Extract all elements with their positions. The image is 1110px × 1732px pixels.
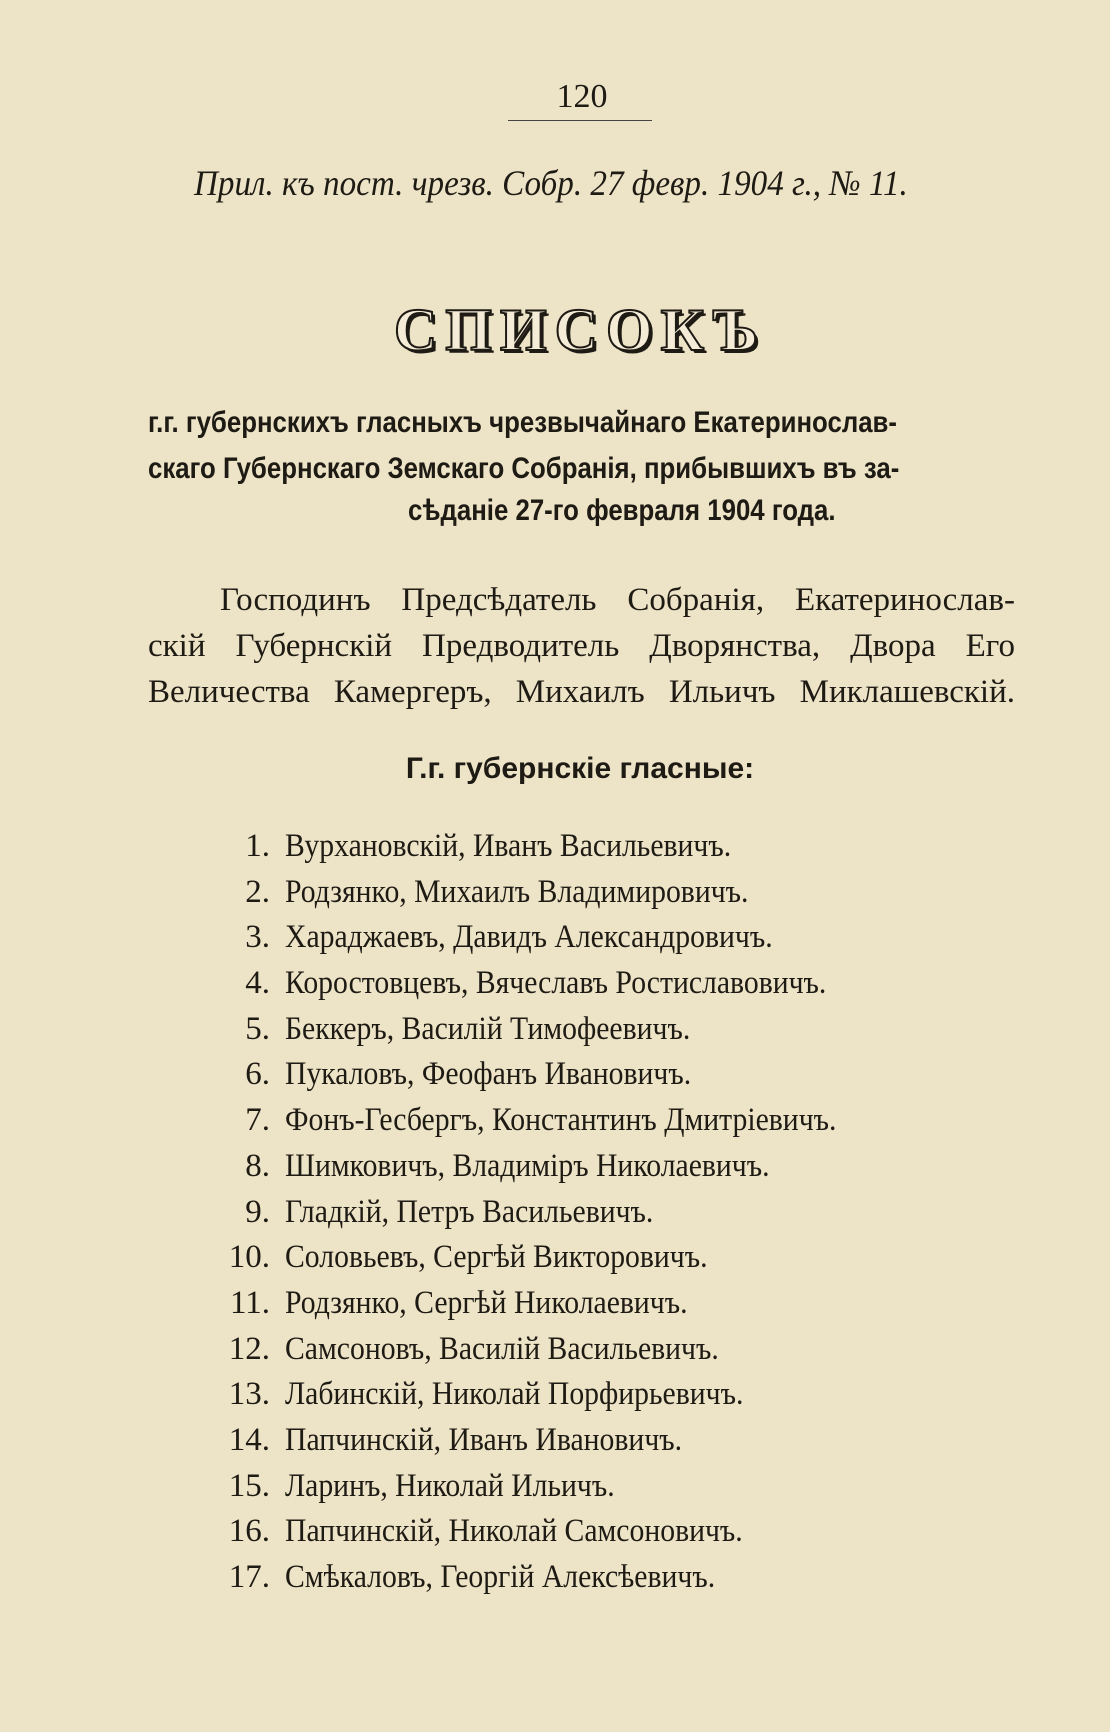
member-name: Гладкій, Петръ Васильевичъ.: [285, 1193, 654, 1230]
list-item: [0, 965, 1110, 1011]
heading-line: г.г. губернскихъ гласныхъ чрезвычайнаго Екатеринослав-: [148, 406, 898, 439]
item-number: 10.: [228, 1239, 270, 1276]
member-name: Соловьевъ, Сергѣй Викторовичъ.: [285, 1239, 708, 1276]
document-reference: Прил. къ пост. чрезв. Собр. 27 февр. 1904 г., № 11.: [194, 163, 908, 203]
member-name: Родзянко, Сергѣй Николаевичъ.: [285, 1284, 688, 1321]
item-number: 1.: [245, 828, 270, 864]
member-name: Папчинскій, Иванъ Ивановичъ.: [285, 1421, 683, 1458]
list-item: [0, 874, 1110, 920]
member-name: Ларинъ, Николай Ильичъ.: [285, 1467, 615, 1504]
member-name: Коростовцевъ, Вячеславъ Ростиславовичъ.: [285, 965, 827, 1002]
item-number: 4.: [245, 965, 270, 1002]
paragraph-line: Господинъ Предсѣдатель Собранія, Екатеринослав-: [220, 582, 1015, 618]
member-name: Пукаловъ, Феофанъ Ивановичъ.: [285, 1056, 692, 1093]
item-number: 14.: [228, 1421, 270, 1458]
item-number: 6.: [245, 1056, 270, 1093]
item-number: 7.: [245, 1102, 270, 1139]
page-number-rule: [508, 120, 652, 121]
list-item: [0, 1102, 1110, 1148]
list-item: [0, 1011, 1110, 1057]
list-item: [0, 919, 1110, 965]
list-item: [0, 1468, 1110, 1514]
member-name: Фонъ-Гесбергъ, Константинъ Дмитріевичъ.: [285, 1102, 837, 1139]
member-name: Родзянко, Михаилъ Владимировичъ.: [285, 873, 749, 910]
page-number: 120: [556, 78, 608, 115]
item-number: 12.: [228, 1330, 270, 1367]
item-number: 2.: [245, 873, 270, 910]
member-name: Самсоновъ, Василій Васильевичъ.: [285, 1330, 719, 1367]
list-heading: Г.г. губернскіе гласные:: [405, 752, 755, 785]
item-number: 11.: [229, 1284, 270, 1321]
list-item: [0, 828, 1110, 874]
chairman-paragraph: [148, 582, 1015, 720]
list-item: [0, 1331, 1110, 1377]
paragraph-line: скій Губернскій Предводитель Дворянства, Двора Его: [148, 628, 1015, 664]
list-item: [0, 1422, 1110, 1468]
list-item: [0, 1513, 1110, 1559]
member-name: Шимковичъ, Владиміръ Николаевичъ.: [285, 1147, 770, 1184]
member-name: Беккеръ, Василій Тимофеевичъ.: [285, 1010, 691, 1047]
heading-line: сѣданіе 27-го февраля 1904 года.: [408, 494, 836, 527]
list-item: [0, 1376, 1110, 1422]
item-number: 16.: [228, 1513, 270, 1550]
list-item: [0, 1239, 1110, 1285]
heading-line: скаго Губернскаго Земскаго Собранія, прибывшихъ въ за-: [148, 452, 900, 485]
item-number: 15.: [228, 1467, 270, 1504]
list-item: [0, 1194, 1110, 1240]
list-item: [0, 1056, 1110, 1102]
item-number: 13.: [228, 1376, 270, 1413]
list-item: [0, 1559, 1110, 1605]
item-number: 17.: [228, 1559, 270, 1595]
member-name: Хараджаевъ, Давидъ Александровичъ.: [285, 919, 773, 956]
document-title: СПИСОКЪ: [393, 297, 767, 363]
paragraph-line: Величества Камергеръ, Михаилъ Ильичъ Миклашевскій.: [148, 674, 1015, 710]
member-name: Лабинскій, Николай Порфирьевичъ.: [285, 1376, 744, 1413]
item-number: 9.: [245, 1193, 270, 1230]
list-item: [0, 1285, 1110, 1331]
item-number: 3.: [245, 919, 270, 956]
member-name: Папчинскій, Николай Самсоновичъ.: [285, 1513, 743, 1550]
member-name: Смѣкаловъ, Георгій Алексѣевичъ.: [285, 1559, 716, 1595]
list-item: [0, 1148, 1110, 1194]
members-list: [0, 828, 1110, 1605]
member-name: Вурхановскій, Иванъ Васильевичъ.: [285, 828, 732, 864]
item-number: 8.: [245, 1147, 270, 1184]
item-number: 5.: [245, 1010, 270, 1047]
